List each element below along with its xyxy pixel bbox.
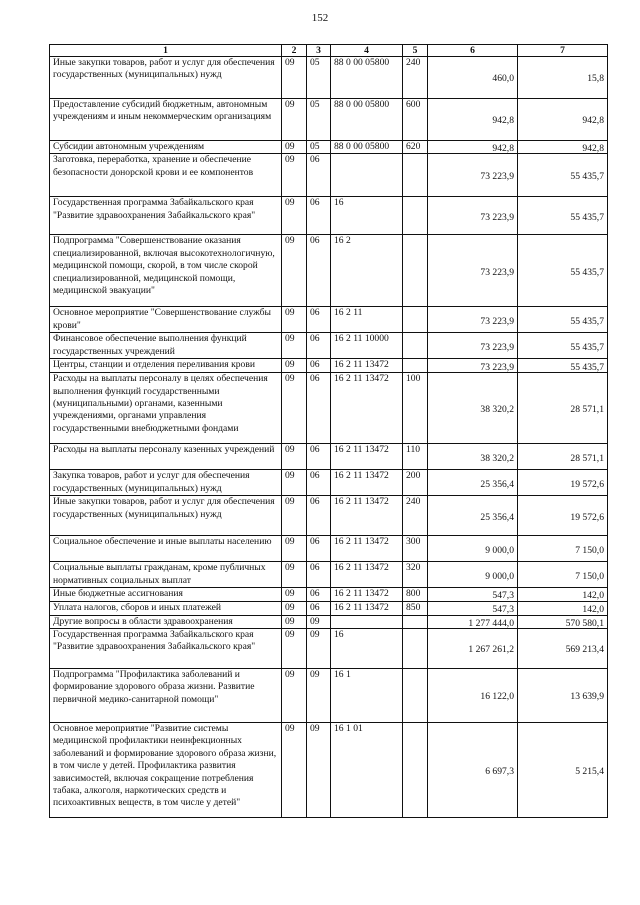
row-name-cell: Социальное обеспечение и иные выплаты населению xyxy=(50,536,282,562)
row-section-cell: 09 xyxy=(282,197,307,235)
row-name-cell: Подпрограмма "Совершенствование оказания специализированной, включая высокотехнологичную, медицинской помощи, скорой, в том числе скорой специализированной, медицинской помощи, медицинской эвакуации" xyxy=(50,235,282,307)
row-amount-executed-cell xyxy=(518,588,608,601)
row-amount-planned-cell xyxy=(428,141,518,154)
row-amount-executed-cell xyxy=(518,470,608,496)
budget-table xyxy=(49,44,608,818)
amount-value: 38 320,2 xyxy=(480,452,514,464)
table-row xyxy=(50,333,608,359)
row-expense-type-cell: 300 xyxy=(403,536,428,562)
row-amount-planned-cell xyxy=(428,723,518,818)
amount-value: 7 150,0 xyxy=(575,544,604,556)
amount-value: 142,0 xyxy=(582,590,604,602)
row-amount-executed-cell xyxy=(518,723,608,818)
amount-value: 55 435,7 xyxy=(570,341,604,353)
row-expense-type-cell: 850 xyxy=(403,601,428,615)
row-expense-type-cell: 110 xyxy=(403,444,428,470)
row-subsection-cell: 09 xyxy=(307,723,331,818)
amount-value: 25 356,4 xyxy=(480,478,514,490)
row-section-cell: 09 xyxy=(282,496,307,536)
row-amount-planned-cell xyxy=(428,333,518,359)
row-expense-type-cell: 100 xyxy=(403,373,428,444)
row-expense-type-cell: 200 xyxy=(403,470,428,496)
table-row xyxy=(50,444,608,470)
amount-value: 16 122,0 xyxy=(480,691,514,703)
row-amount-executed-cell xyxy=(518,359,608,373)
row-name-cell: Иные закупки товаров, работ и услуг для обеспечения государственных (муниципальных) нужд xyxy=(50,496,282,536)
row-subsection-cell: 05 xyxy=(307,141,331,154)
row-subsection-cell: 05 xyxy=(307,57,331,99)
row-subsection-cell: 06 xyxy=(307,333,331,359)
amount-value: 9 000,0 xyxy=(485,544,514,556)
row-name-cell: Иные закупки товаров, работ и услуг для обеспечения государственных (муниципальных) нужд xyxy=(50,57,282,99)
row-amount-executed-cell xyxy=(518,496,608,536)
amount-value: 942,8 xyxy=(492,143,514,154)
row-amount-planned-cell xyxy=(428,615,518,628)
row-amount-planned-cell xyxy=(428,307,518,333)
row-name-cell: Расходы на выплаты персоналу казенных учреждений xyxy=(50,444,282,470)
amount-value: 460,0 xyxy=(492,73,514,85)
amount-value: 73 223,9 xyxy=(480,266,514,278)
amount-value: 942,8 xyxy=(582,143,604,154)
table-row xyxy=(50,154,608,197)
amount-value: 570 580,1 xyxy=(565,617,604,629)
amount-value: 142,0 xyxy=(582,603,604,615)
row-target-article-cell: 16 2 11 13472 xyxy=(331,536,403,562)
row-section-cell: 09 xyxy=(282,99,307,141)
amount-value: 5 215,4 xyxy=(575,765,604,777)
row-amount-executed-cell xyxy=(518,669,608,723)
row-section-cell: 09 xyxy=(282,373,307,444)
row-subsection-cell: 06 xyxy=(307,601,331,615)
table-row xyxy=(50,562,608,588)
row-target-article-cell: 16 xyxy=(331,629,403,669)
row-amount-executed-cell xyxy=(518,154,608,197)
row-expense-type-cell xyxy=(403,629,428,669)
row-target-article-cell: 16 2 11 13472 xyxy=(331,359,403,373)
row-section-cell: 09 xyxy=(282,141,307,154)
row-amount-planned-cell xyxy=(428,235,518,307)
row-section-cell: 09 xyxy=(282,669,307,723)
row-name-cell: Социальные выплаты гражданам, кроме публичных нормативных социальных выплат xyxy=(50,562,282,588)
row-subsection-cell: 09 xyxy=(307,629,331,669)
table-row xyxy=(50,496,608,536)
row-section-cell: 09 xyxy=(282,629,307,669)
row-amount-planned-cell xyxy=(428,57,518,99)
row-name-cell: Расходы на выплаты персоналу в целях обеспечения выполнения функций государственными (муниципальными) органами, казенными учреждениями, органами управления государственными внебюджетными фондами xyxy=(50,373,282,444)
row-subsection-cell: 06 xyxy=(307,562,331,588)
row-subsection-cell: 06 xyxy=(307,373,331,444)
row-section-cell: 09 xyxy=(282,470,307,496)
row-section-cell: 09 xyxy=(282,588,307,601)
row-amount-executed-cell xyxy=(518,99,608,141)
row-target-article-cell: 88 0 00 05800 xyxy=(331,141,403,154)
row-target-article-cell: 16 2 11 13472 xyxy=(331,562,403,588)
amount-value: 73 223,9 xyxy=(480,171,514,183)
row-amount-planned-cell xyxy=(428,588,518,601)
row-amount-executed-cell xyxy=(518,444,608,470)
row-name-cell: Закупка товаров, работ и услуг для обеспечения государственных (муниципальных) нужд xyxy=(50,470,282,496)
table-row xyxy=(50,669,608,723)
amount-value: 73 223,9 xyxy=(480,211,514,223)
table-body xyxy=(50,57,608,818)
row-expense-type-cell: 600 xyxy=(403,99,428,141)
column-header-7: 7 xyxy=(518,45,608,57)
table-row xyxy=(50,141,608,154)
amount-value: 19 572,6 xyxy=(570,511,604,523)
column-header-5: 5 xyxy=(403,45,428,57)
row-subsection-cell: 05 xyxy=(307,99,331,141)
row-section-cell: 09 xyxy=(282,601,307,615)
row-amount-planned-cell xyxy=(428,470,518,496)
amount-value: 6 697,3 xyxy=(485,765,514,777)
row-name-cell: Подпрограмма "Профилактика заболеваний и формирование здорового образа жизни. Развитие первичной медико-санитарной помощи" xyxy=(50,669,282,723)
row-subsection-cell: 09 xyxy=(307,615,331,628)
row-amount-planned-cell xyxy=(428,373,518,444)
row-target-article-cell: 88 0 00 05800 xyxy=(331,99,403,141)
row-expense-type-cell xyxy=(403,669,428,723)
amount-value: 9 000,0 xyxy=(485,570,514,582)
row-amount-executed-cell xyxy=(518,373,608,444)
row-subsection-cell: 06 xyxy=(307,470,331,496)
amount-value: 55 435,7 xyxy=(570,171,604,183)
row-name-cell: Основное мероприятие "Развитие системы медицинской профилактики неинфекционных заболеваний и формирование здорового образа жизни, в том числе у детей. Профилактика развития зависимостей, включая сокращение потребления табака, алкоголя, наркотических средств и психоактивных веществ, в том числе у детей" xyxy=(50,723,282,818)
row-expense-type-cell xyxy=(403,235,428,307)
row-subsection-cell: 06 xyxy=(307,359,331,373)
amount-value: 55 435,7 xyxy=(570,361,604,373)
row-amount-planned-cell xyxy=(428,154,518,197)
row-target-article-cell: 16 1 01 xyxy=(331,723,403,818)
row-expense-type-cell: 620 xyxy=(403,141,428,154)
row-amount-executed-cell xyxy=(518,615,608,628)
row-expense-type-cell xyxy=(403,307,428,333)
table-row xyxy=(50,307,608,333)
header-row xyxy=(50,45,608,57)
amount-value: 547,3 xyxy=(492,590,514,602)
row-subsection-cell: 06 xyxy=(307,307,331,333)
amount-value: 73 223,9 xyxy=(480,361,514,373)
row-expense-type-cell: 240 xyxy=(403,57,428,99)
row-amount-executed-cell xyxy=(518,235,608,307)
column-header-2: 2 xyxy=(282,45,307,57)
amount-value: 55 435,7 xyxy=(570,266,604,278)
row-amount-planned-cell xyxy=(428,629,518,669)
row-amount-planned-cell xyxy=(428,197,518,235)
row-section-cell: 09 xyxy=(282,723,307,818)
row-name-cell: Основное мероприятие "Совершенствование службы крови" xyxy=(50,307,282,333)
row-amount-executed-cell xyxy=(518,57,608,99)
row-target-article-cell: 16 2 xyxy=(331,235,403,307)
row-amount-executed-cell xyxy=(518,601,608,615)
amount-value: 1 267 261,2 xyxy=(468,644,514,656)
row-expense-type-cell: 320 xyxy=(403,562,428,588)
amount-value: 569 213,4 xyxy=(565,644,604,656)
table-row xyxy=(50,470,608,496)
row-subsection-cell: 09 xyxy=(307,669,331,723)
row-expense-type-cell xyxy=(403,333,428,359)
row-name-cell: Субсидии автономным учреждениям xyxy=(50,141,282,154)
column-header-1: 1 xyxy=(50,45,282,57)
row-target-article-cell: 16 2 11 13472 xyxy=(331,496,403,536)
row-section-cell: 09 xyxy=(282,536,307,562)
table-row xyxy=(50,629,608,669)
column-header-4: 4 xyxy=(331,45,403,57)
row-name-cell: Предоставление субсидий бюджетным, автономным учреждениям и иным некоммерческим организациям xyxy=(50,99,282,141)
table-row xyxy=(50,588,608,601)
column-header-6: 6 xyxy=(428,45,518,57)
row-target-article-cell: 16 xyxy=(331,197,403,235)
row-subsection-cell: 06 xyxy=(307,154,331,197)
table-row xyxy=(50,99,608,141)
row-section-cell: 09 xyxy=(282,154,307,197)
row-amount-planned-cell xyxy=(428,359,518,373)
amount-value: 28 571,1 xyxy=(570,404,604,416)
row-expense-type-cell xyxy=(403,197,428,235)
table-row xyxy=(50,359,608,373)
table-row xyxy=(50,197,608,235)
row-name-cell: Финансовое обеспечение выполнения функций государственных учреждений xyxy=(50,333,282,359)
row-subsection-cell: 06 xyxy=(307,197,331,235)
row-target-article-cell: 16 1 xyxy=(331,669,403,723)
amount-value: 7 150,0 xyxy=(575,570,604,582)
row-section-cell: 09 xyxy=(282,359,307,373)
column-header-3: 3 xyxy=(307,45,331,57)
row-subsection-cell: 06 xyxy=(307,235,331,307)
row-section-cell: 09 xyxy=(282,562,307,588)
amount-value: 55 435,7 xyxy=(570,211,604,223)
row-subsection-cell: 06 xyxy=(307,496,331,536)
row-amount-executed-cell xyxy=(518,197,608,235)
amount-value: 15,8 xyxy=(587,73,604,85)
row-subsection-cell: 06 xyxy=(307,588,331,601)
row-amount-executed-cell xyxy=(518,562,608,588)
row-amount-executed-cell xyxy=(518,629,608,669)
row-subsection-cell: 06 xyxy=(307,536,331,562)
amount-value: 73 223,9 xyxy=(480,315,514,327)
row-name-cell: Заготовка, переработка, хранение и обеспечение безопасности донорской крови и ее компонентов xyxy=(50,154,282,197)
row-amount-executed-cell xyxy=(518,333,608,359)
table-row xyxy=(50,601,608,615)
row-amount-planned-cell xyxy=(428,536,518,562)
row-amount-planned-cell xyxy=(428,562,518,588)
row-name-cell: Центры, станции и отделения переливания крови xyxy=(50,359,282,373)
row-name-cell: Государственная программа Забайкальского края "Развитие здравоохранения Забайкальского края" xyxy=(50,197,282,235)
table-row xyxy=(50,235,608,307)
row-target-article-cell: 16 2 11 13472 xyxy=(331,444,403,470)
row-amount-planned-cell xyxy=(428,99,518,141)
table-row xyxy=(50,615,608,628)
row-name-cell: Иные бюджетные ассигнования xyxy=(50,588,282,601)
row-amount-executed-cell xyxy=(518,307,608,333)
row-target-article-cell: 16 2 11 13472 xyxy=(331,470,403,496)
row-section-cell: 09 xyxy=(282,444,307,470)
row-expense-type-cell: 800 xyxy=(403,588,428,601)
amount-value: 38 320,2 xyxy=(480,404,514,416)
row-subsection-cell: 06 xyxy=(307,444,331,470)
row-amount-planned-cell xyxy=(428,496,518,536)
table-row xyxy=(50,373,608,444)
row-expense-type-cell xyxy=(403,723,428,818)
amount-value: 73 223,9 xyxy=(480,341,514,353)
amount-value: 55 435,7 xyxy=(570,315,604,327)
row-target-article-cell: 16 2 11 13472 xyxy=(331,588,403,601)
row-target-article-cell: 88 0 00 05800 xyxy=(331,57,403,99)
table-row xyxy=(50,57,608,99)
amount-value: 28 571,1 xyxy=(570,452,604,464)
row-section-cell: 09 xyxy=(282,615,307,628)
row-expense-type-cell xyxy=(403,615,428,628)
row-amount-executed-cell xyxy=(518,141,608,154)
amount-value: 942,8 xyxy=(492,115,514,127)
amount-value: 547,3 xyxy=(492,603,514,615)
row-amount-planned-cell xyxy=(428,669,518,723)
row-expense-type-cell: 240 xyxy=(403,496,428,536)
row-section-cell: 09 xyxy=(282,333,307,359)
row-target-article-cell xyxy=(331,615,403,628)
row-target-article-cell: 16 2 11 10000 xyxy=(331,333,403,359)
row-name-cell: Другие вопросы в области здравоохранения xyxy=(50,615,282,628)
row-section-cell: 09 xyxy=(282,235,307,307)
amount-value: 1 277 444,0 xyxy=(468,617,514,629)
row-amount-executed-cell xyxy=(518,536,608,562)
row-amount-planned-cell xyxy=(428,444,518,470)
amount-value: 942,8 xyxy=(582,115,604,127)
amount-value: 25 356,4 xyxy=(480,511,514,523)
row-name-cell: Уплата налогов, сборов и иных платежей xyxy=(50,601,282,615)
row-expense-type-cell xyxy=(403,359,428,373)
row-expense-type-cell xyxy=(403,154,428,197)
row-target-article-cell: 16 2 11 13472 xyxy=(331,373,403,444)
row-target-article-cell xyxy=(331,154,403,197)
row-section-cell: 09 xyxy=(282,307,307,333)
row-amount-planned-cell xyxy=(428,601,518,615)
amount-value: 13 639,9 xyxy=(570,691,604,703)
row-section-cell: 09 xyxy=(282,57,307,99)
row-name-cell: Государственная программа Забайкальского края "Развитие здравоохранения Забайкальского края" xyxy=(50,629,282,669)
amount-value: 19 572,6 xyxy=(570,478,604,490)
row-target-article-cell: 16 2 11 xyxy=(331,307,403,333)
table-row xyxy=(50,536,608,562)
page-number: 152 xyxy=(311,12,329,24)
table-row xyxy=(50,723,608,818)
row-target-article-cell: 16 2 11 13472 xyxy=(331,601,403,615)
